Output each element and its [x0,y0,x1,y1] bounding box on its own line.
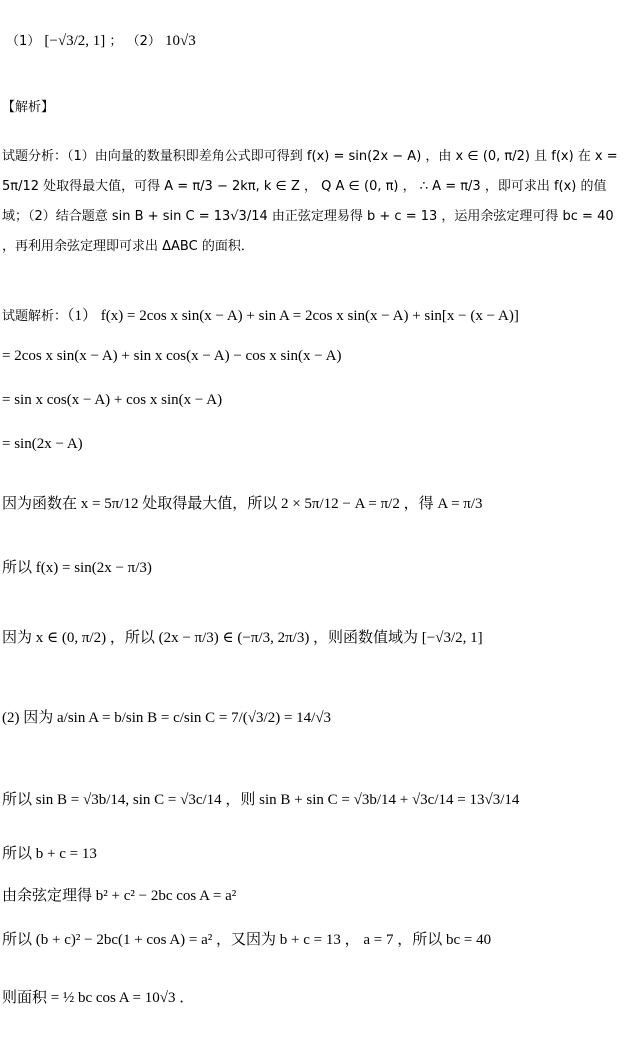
solution-step-12: 所以 (b + c)² − 2bc(1 + cos A) = a² ，又因为 b + c = 13 ， a = 7 ，所以 bc = 40 [2,932,492,948]
solution-step-5: 因为函数在 x = 5π/12 处取得最大值，所以 2 × 5π/12 − A = π/2 ，得 A = π/3 [2,496,483,512]
analysis-block [2,142,624,262]
answer-part2-value: 10√3 [165,33,196,49]
solution-step-10: 所以 b + c = 13 [2,846,97,862]
analysis-text: （1）由向量的数量积即差角公式即可得到 f(x) = sin(2x − A) ，由 x ∈ (0, π/2) 且 f(x) 在 x = 5π/12 处取得最大值，可得 A = π/3 − 2kπ, k ∈ Z ， Q A ∈ (0, π) ， ∴ A = π/3 ，即可求出 f(x) 的值域；（2）结合题意 sin B + sin C = 13√3/14 由正弦定理易得 b + c = 13 ，运用余弦定理可得 bc = 40 ，再利用余弦定理即可求出 ΔABC 的面积． [2,149,618,254]
solution-step-2: = 2cos x sin(x − A) + sin x cos(x − A) − cos x sin(x − A) [2,348,342,364]
answer-part1-label: （1） [6,34,41,49]
solution-step-8: (2) 因为 a/sin A = b/sin B = c/sin C = 7/(√3/2) = 14/√3 [2,710,332,726]
answer-part1-value: [−√3/2, 1] [44,33,106,49]
answer-separator: ； [109,34,123,49]
solution-step-4: = sin(2x − A) [2,436,83,452]
solution-step-7: 因为 x ∈ (0, π/2) ，所以 (2x − π/3) ∈ (−π/3, 2π/3) ，则函数值域为 [−√3/2, 1] [2,630,483,646]
jiexi-heading: 【解析】 [2,100,55,115]
solution-step-6: 所以 f(x) = sin(2x − π/3) [2,560,152,576]
answer-line [6,30,630,50]
answer-part2-label: （2） [126,34,161,49]
solution-line-1 [2,304,630,325]
analysis-label: 试题分析： [2,149,68,164]
solution-step-11: 由余弦定理得 b² + c² − 2bc cos A = a² [2,888,237,904]
solution-step-13: 则面积 = ½ bc cos A = 10√3 ． [2,990,195,1006]
solution-step-3: = sin x cos(x − A) + cos x sin(x − A) [2,392,223,408]
solution-step-1: （1） f(x) = 2cos x sin(x − A) + sin A = 2cos x sin(x − A) + sin[x − (x − A)] [67,308,519,324]
solution-label: 试题解析： [2,309,68,324]
solution-step-9: 所以 sin B = √3b/14, sin C = √3c/14 ，则 sin B + sin C = √3b/14 + √3c/14 = 13√3/14 [2,792,520,808]
